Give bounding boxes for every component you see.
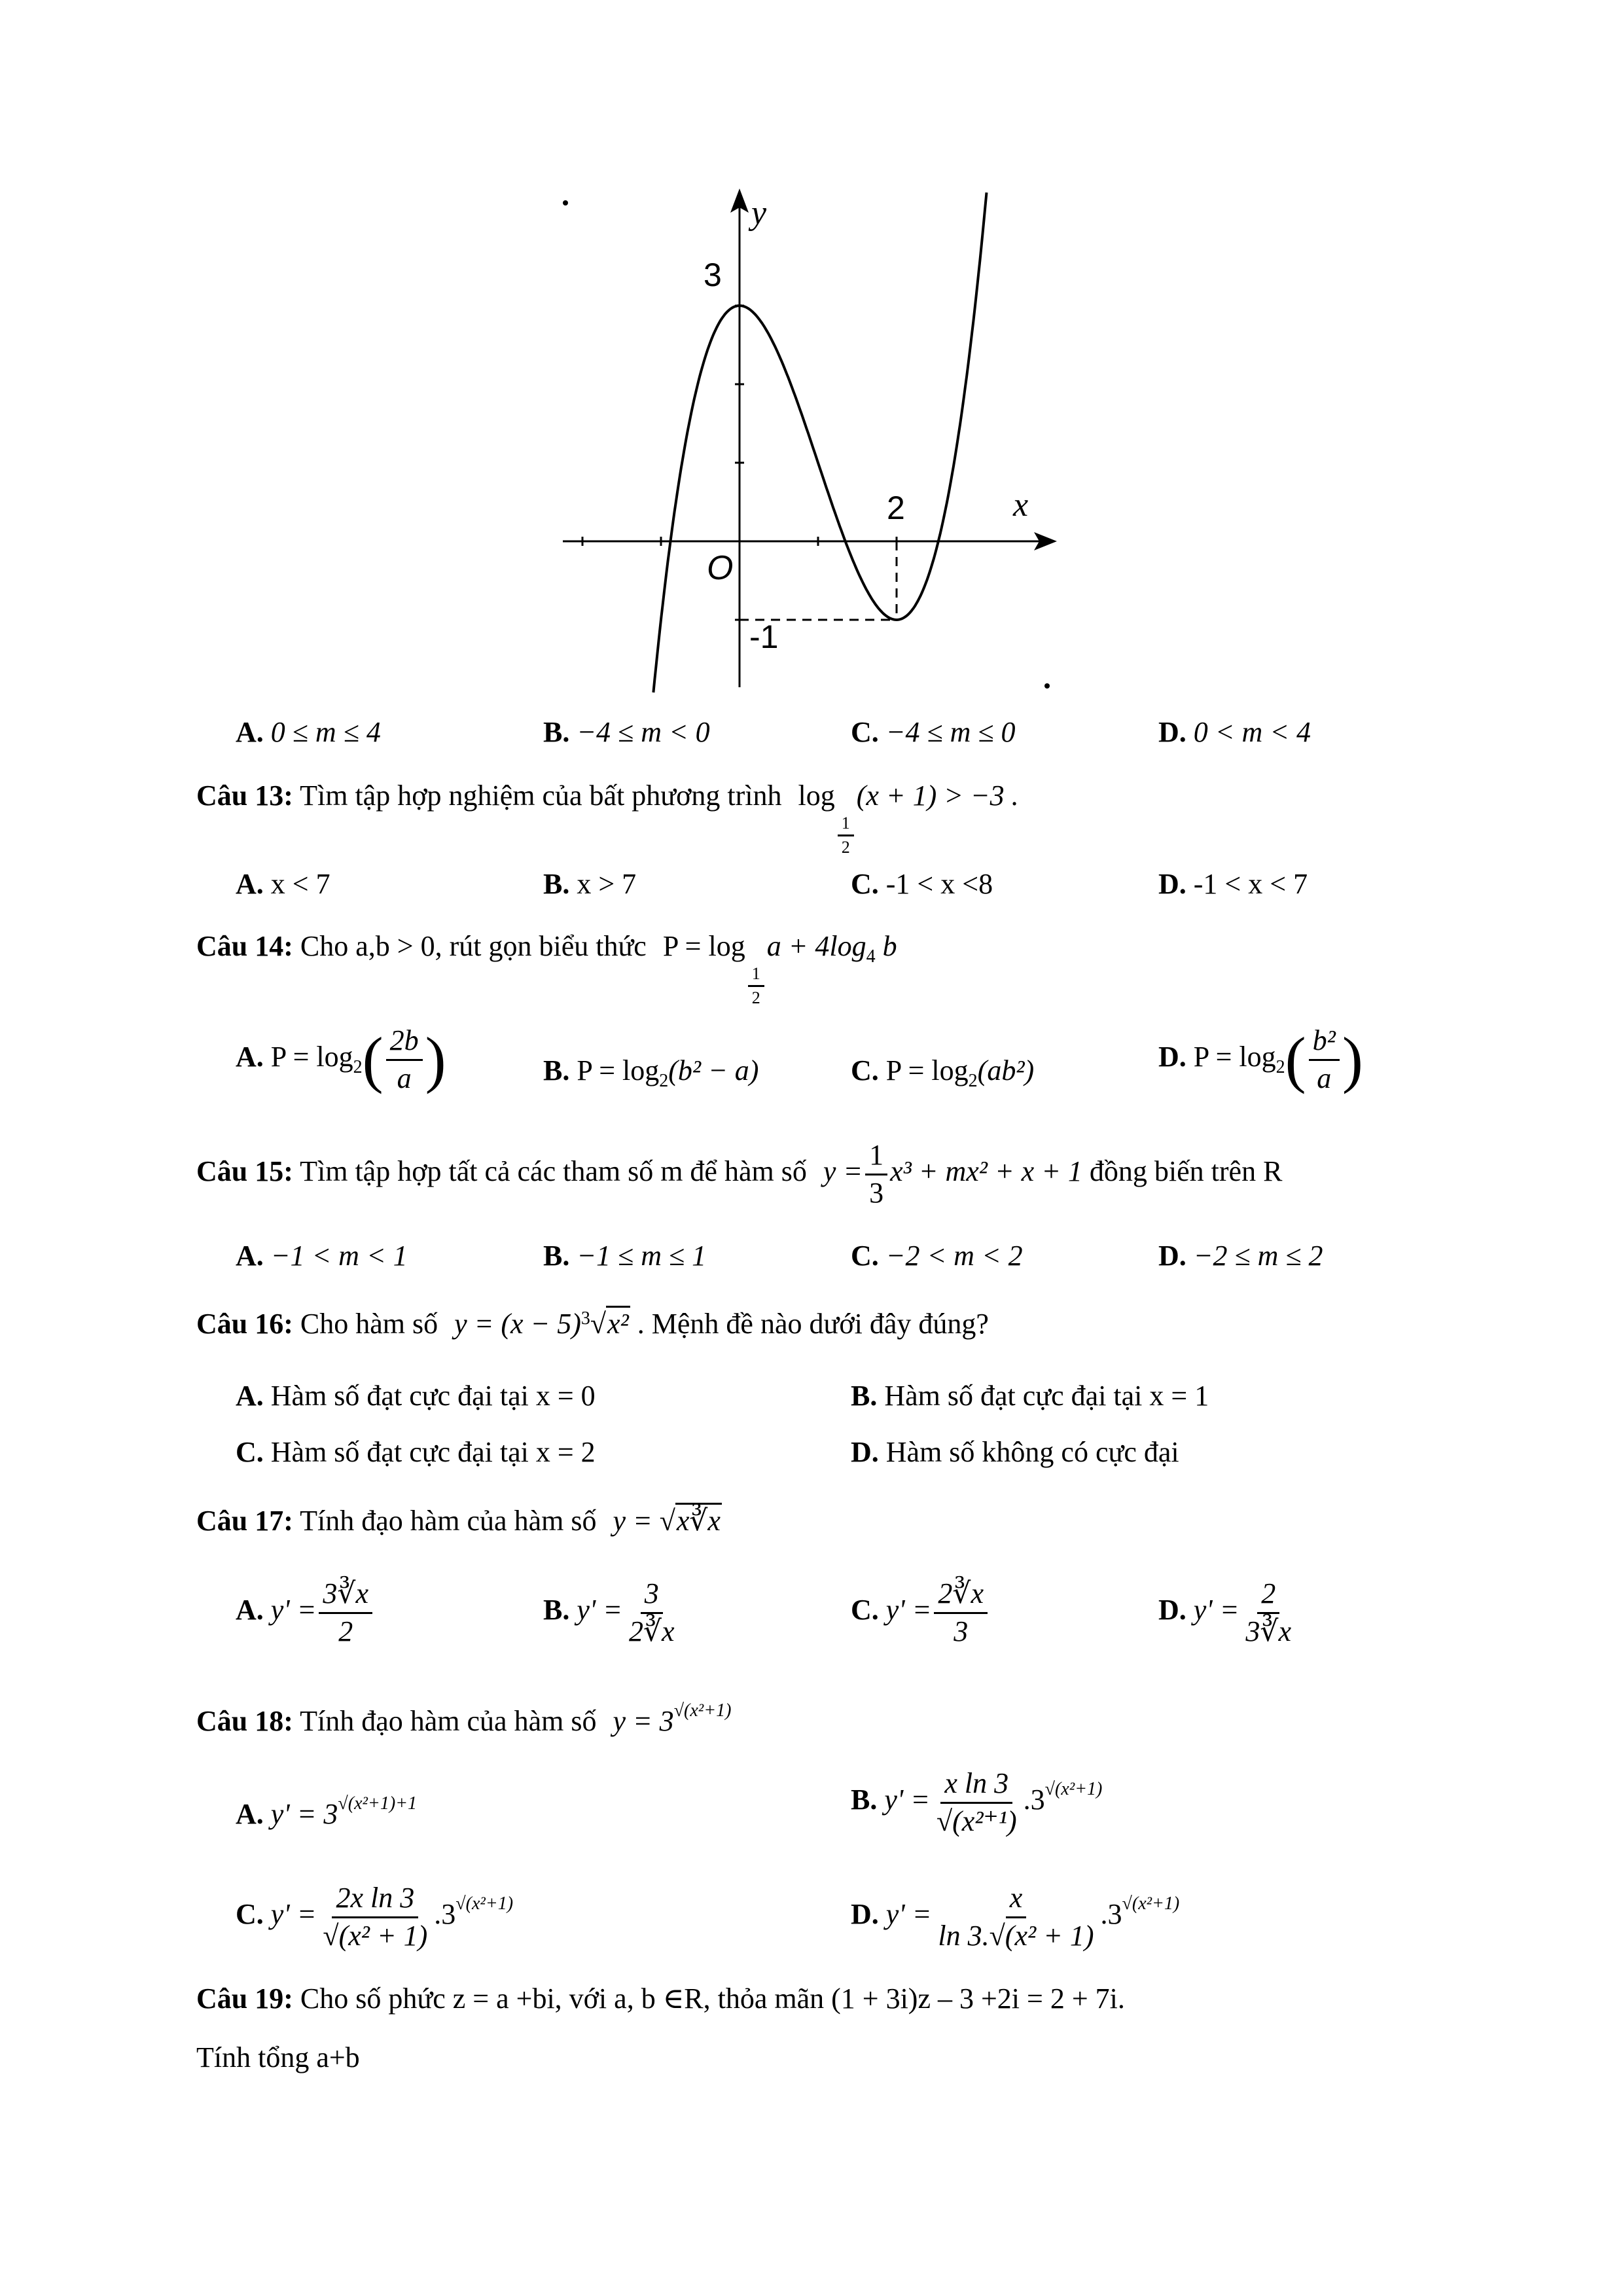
q17-prompt: Tính đạo hàm của hàm số bbox=[300, 1505, 597, 1537]
q15-answer-a[interactable] bbox=[236, 1239, 408, 1272]
q16-c-label: C. bbox=[236, 1436, 264, 1468]
q17-radical-sign: √ bbox=[659, 1505, 675, 1537]
q17-answer-c[interactable] bbox=[851, 1577, 990, 1648]
q18-b-num: x ln 3 bbox=[940, 1767, 1012, 1804]
q14-b-label: B. bbox=[543, 1054, 570, 1086]
q15-frac bbox=[865, 1139, 887, 1210]
q18-d-num: x bbox=[1006, 1882, 1027, 1918]
q14-d-num: b² bbox=[1309, 1024, 1340, 1061]
q13-base bbox=[838, 814, 854, 857]
q18-question bbox=[196, 1700, 731, 1738]
q14-b-pre: P = log bbox=[577, 1054, 660, 1086]
q18-a-label: A. bbox=[236, 1798, 264, 1830]
q15-prompt: Tìm tập hợp tất cả các tham số m để hàm số bbox=[300, 1155, 807, 1188]
q17-d-label: D. bbox=[1158, 1594, 1186, 1626]
q13-prompt: Tìm tập hợp nghiệm của bất phương trình bbox=[300, 780, 782, 812]
q14-a-frac bbox=[386, 1024, 423, 1095]
q17-c-pre: y' = bbox=[885, 1594, 932, 1626]
q18-expr: y = 3 bbox=[613, 1705, 674, 1737]
q13-arg: (x + 1) > −3 . bbox=[856, 780, 1019, 812]
q17-expr: y = bbox=[613, 1505, 652, 1537]
q17-d-pre: y' = bbox=[1193, 1594, 1240, 1626]
q15-answer-b[interactable] bbox=[543, 1239, 706, 1272]
q14-a-den: a bbox=[397, 1062, 412, 1094]
q18-prompt: Tính đạo hàm của hàm số bbox=[300, 1705, 597, 1737]
q14-prompt: Cho a,b > 0, rút gọn biểu thức bbox=[300, 930, 647, 962]
graph-x-label: x bbox=[1013, 486, 1029, 524]
q18-b-frac bbox=[933, 1767, 1021, 1838]
q14-a-lparen: ( bbox=[362, 1024, 383, 1095]
q15-c-text: −2 < m < 2 bbox=[885, 1240, 1023, 1272]
q18-exp: √(x²+1) bbox=[673, 1700, 732, 1721]
q12-b-label: B. bbox=[543, 716, 570, 748]
q12-a-label: A. bbox=[236, 716, 264, 748]
q13-base-num: 1 bbox=[838, 814, 854, 836]
q16-b-label: B. bbox=[851, 1380, 878, 1412]
q15-y-eq: y = bbox=[823, 1155, 863, 1188]
q14-a-label: A. bbox=[236, 1041, 264, 1073]
q14-answer-c[interactable] bbox=[851, 1054, 1034, 1092]
q13-answer-d[interactable] bbox=[1158, 867, 1308, 901]
q18-d-post: .3 bbox=[1100, 1898, 1122, 1931]
q19-question bbox=[196, 1982, 1125, 2015]
q16-a-text: Hàm số đạt cực đại tại x = 0 bbox=[270, 1380, 596, 1412]
q15-suffix: đồng biến trên R bbox=[1089, 1155, 1283, 1188]
q18-answer-d[interactable] bbox=[851, 1882, 1179, 1952]
q16-question bbox=[196, 1307, 989, 1340]
q16-answer-c[interactable] bbox=[236, 1435, 596, 1469]
q14-a-pre: P = log bbox=[270, 1041, 353, 1073]
q15-a-text: −1 < m < 1 bbox=[270, 1240, 408, 1272]
q14-c-label: C. bbox=[851, 1054, 879, 1086]
q18-b-exp: √(x²+1) bbox=[1044, 1779, 1103, 1800]
q18-c-post: .3 bbox=[434, 1898, 456, 1931]
q15-question bbox=[196, 1139, 1282, 1210]
q17-b-pre: y' = bbox=[577, 1594, 622, 1626]
q18-d-exp: √(x²+1) bbox=[1122, 1893, 1180, 1914]
q13-base-den: 2 bbox=[841, 837, 850, 857]
q18-c-pre: y' = bbox=[270, 1898, 317, 1931]
q17-a-den: 2 bbox=[338, 1615, 353, 1647]
q18-a-pre: y' = 3 bbox=[270, 1798, 338, 1830]
q18-c-label: C. bbox=[236, 1898, 264, 1931]
q14-answer-d[interactable] bbox=[1158, 1024, 1363, 1095]
q15-c-label: C. bbox=[851, 1240, 879, 1272]
q14-b-arg: (b² − a) bbox=[668, 1054, 759, 1086]
q15-answer-c[interactable] bbox=[851, 1239, 1023, 1272]
graph-y-label: y bbox=[751, 194, 767, 232]
q17-c-frac bbox=[934, 1577, 988, 1648]
q17-b-label: B. bbox=[543, 1594, 570, 1626]
q18-b-den: √(x²⁺¹) bbox=[936, 1804, 1017, 1837]
q17-answer-b[interactable] bbox=[543, 1577, 681, 1648]
q16-prompt: Cho hàm số bbox=[300, 1308, 438, 1340]
q14-base-num: 1 bbox=[748, 964, 764, 987]
q18-label: Câu 18: bbox=[196, 1705, 293, 1737]
q17-c-num: 2∛x bbox=[934, 1577, 988, 1614]
cubic-graph bbox=[550, 183, 1073, 694]
q17-a-frac bbox=[319, 1577, 372, 1648]
q17-b-den: 2∛x bbox=[629, 1615, 675, 1647]
q16-b-text: Hàm số đạt cực đại tại x = 1 bbox=[884, 1380, 1209, 1412]
q18-b-post: .3 bbox=[1023, 1784, 1045, 1816]
q16-answer-a[interactable] bbox=[236, 1379, 596, 1412]
q14-answer-b[interactable] bbox=[543, 1054, 758, 1092]
q14-question bbox=[196, 929, 897, 1008]
q16-root-index: 3 bbox=[580, 1308, 590, 1329]
q14-expr-end-sub: 4 bbox=[866, 946, 876, 967]
q17-d-frac bbox=[1241, 1577, 1295, 1648]
q16-answer-d[interactable] bbox=[851, 1435, 1179, 1469]
q17-root-arg: x∛x bbox=[675, 1503, 722, 1537]
q13-label: Câu 13: bbox=[196, 780, 293, 812]
q14-d-pre: P = log bbox=[1193, 1041, 1276, 1073]
q13-b-text: x > 7 bbox=[577, 868, 637, 900]
q15-a-label: A. bbox=[236, 1240, 264, 1272]
q14-d-rparen: ) bbox=[1342, 1024, 1363, 1095]
q14-answer-a[interactable] bbox=[236, 1024, 446, 1095]
q18-b-label: B. bbox=[851, 1784, 878, 1816]
q15-b-label: B. bbox=[543, 1240, 570, 1272]
q18-answer-c[interactable] bbox=[236, 1882, 513, 1952]
q17-c-label: C. bbox=[851, 1594, 879, 1626]
q13-d-label: D. bbox=[1158, 868, 1186, 900]
q17-c-den: 3 bbox=[954, 1615, 969, 1647]
q18-d-label: D. bbox=[851, 1898, 879, 1931]
q15-label: Câu 15: bbox=[196, 1155, 293, 1188]
q18-c-exp: √(x²+1) bbox=[455, 1893, 514, 1914]
q14-c-sub: 2 bbox=[968, 1071, 978, 1091]
q16-radical-sign: √ bbox=[590, 1308, 607, 1340]
q18-d-pre: y' = bbox=[885, 1898, 932, 1931]
q12-d-text: 0 < m < 4 bbox=[1193, 716, 1311, 748]
q17-answer-d[interactable] bbox=[1158, 1577, 1298, 1648]
q16-answer-b[interactable] bbox=[851, 1379, 1209, 1412]
q17-b-num: 3 bbox=[641, 1577, 663, 1614]
q14-base bbox=[748, 964, 764, 1008]
q17-b-frac bbox=[625, 1577, 679, 1648]
q14-expression bbox=[662, 930, 897, 1007]
q15-frac-num: 1 bbox=[865, 1139, 887, 1175]
q16-root-arg: x² bbox=[606, 1306, 630, 1340]
q14-b-sub: 2 bbox=[659, 1071, 669, 1091]
q12-d-label: D. bbox=[1158, 716, 1186, 748]
q19-label: Câu 19: bbox=[196, 1982, 293, 2015]
q12-answer-c[interactable] bbox=[851, 715, 1016, 749]
q14-base-den: 2 bbox=[751, 988, 760, 1007]
q18-a-exp: √(x²+1)+1 bbox=[338, 1793, 418, 1814]
q14-c-arg: (ab²) bbox=[977, 1054, 1035, 1086]
q17-question bbox=[196, 1504, 722, 1537]
graph-origin-label: O bbox=[707, 549, 734, 587]
q16-expr: y = (x − 5) bbox=[454, 1308, 581, 1340]
q14-label: Câu 14: bbox=[196, 930, 293, 962]
q13-expression bbox=[798, 780, 1019, 857]
q14-d-label: D. bbox=[1158, 1041, 1186, 1073]
graph-label-neg1: -1 bbox=[749, 619, 779, 655]
q15-frac-den: 3 bbox=[869, 1176, 884, 1209]
q14-expr-end: a + 4log bbox=[766, 930, 866, 962]
q13-c-text: -1 < x <8 bbox=[885, 868, 993, 900]
q13-question bbox=[196, 779, 1019, 857]
q13-answer-c[interactable] bbox=[851, 867, 993, 901]
q18-answer-a[interactable] bbox=[236, 1793, 417, 1831]
q13-c-label: C. bbox=[851, 868, 879, 900]
q12-answer-b[interactable] bbox=[543, 715, 710, 749]
q12-c-label: C. bbox=[851, 716, 879, 748]
graph-dot-top bbox=[563, 200, 568, 206]
q12-b-text: −4 ≤ m < 0 bbox=[577, 716, 710, 748]
q12-a-text: 0 ≤ m ≤ 4 bbox=[270, 716, 381, 748]
q15-d-text: −2 ≤ m ≤ 2 bbox=[1193, 1240, 1323, 1272]
q15-d-label: D. bbox=[1158, 1240, 1186, 1272]
q17-a-pre: y' = bbox=[270, 1594, 317, 1626]
q18-answer-b[interactable] bbox=[851, 1767, 1102, 1838]
q17-a-num: 3∛x bbox=[319, 1577, 372, 1614]
q18-c-num: 2x ln 3 bbox=[332, 1882, 418, 1918]
q14-a-rparen: ) bbox=[425, 1024, 446, 1095]
q17-answer-a[interactable] bbox=[236, 1577, 375, 1648]
q14-expr-start: P = log bbox=[662, 930, 745, 962]
q18-c-frac bbox=[319, 1882, 431, 1952]
q14-d-frac bbox=[1309, 1024, 1340, 1095]
graph-label-3: 3 bbox=[704, 257, 722, 293]
q18-d-den: ln 3.√(x² + 1) bbox=[938, 1919, 1094, 1952]
q13-answer-b[interactable] bbox=[543, 867, 636, 901]
q14-d-sub: 2 bbox=[1275, 1057, 1285, 1078]
q14-a-num: 2b bbox=[386, 1024, 423, 1061]
q16-d-label: D. bbox=[851, 1436, 879, 1468]
q17-a-label: A. bbox=[236, 1594, 264, 1626]
graph-label-2: 2 bbox=[887, 490, 905, 526]
q16-suffix: . Mệnh đề nào dưới đây đúng? bbox=[637, 1308, 989, 1340]
q13-d-text: -1 < x < 7 bbox=[1193, 868, 1308, 900]
q15-expr: x³ + mx² + x + 1 bbox=[890, 1155, 1082, 1188]
q17-d-den: 3∛x bbox=[1245, 1615, 1291, 1647]
q18-c-den: √(x² + 1) bbox=[323, 1919, 428, 1952]
q19-prompt: Cho số phức z = a +bi, với a, b ∈R, thỏa mãn (1 + 3i)z – 3 +2i = 2 + 7i. bbox=[300, 1982, 1125, 2015]
q12-answer-a[interactable] bbox=[236, 715, 381, 749]
q19-line2: Tính tổng a+b bbox=[196, 2041, 360, 2073]
q15-b-text: −1 ≤ m ≤ 1 bbox=[577, 1240, 707, 1272]
q17-label: Câu 17: bbox=[196, 1505, 293, 1537]
q16-d-text: Hàm số không có cực đại bbox=[885, 1436, 1179, 1468]
graph-dot-bottom bbox=[1044, 683, 1050, 689]
q15-answer-d[interactable] bbox=[1158, 1239, 1323, 1272]
q14-d-den: a bbox=[1317, 1062, 1332, 1094]
q13-b-label: B. bbox=[543, 868, 570, 900]
q14-a-sub: 2 bbox=[353, 1057, 363, 1078]
q12-c-text: −4 ≤ m ≤ 0 bbox=[885, 716, 1016, 748]
q18-d-frac bbox=[934, 1882, 1097, 1952]
q13-a-label: A. bbox=[236, 868, 264, 900]
q17-d-num: 2 bbox=[1257, 1577, 1279, 1614]
q16-c-text: Hàm số đạt cực đại tại x = 2 bbox=[270, 1436, 596, 1468]
q12-answer-d[interactable] bbox=[1158, 715, 1311, 749]
q16-label: Câu 16: bbox=[196, 1308, 293, 1340]
q18-b-pre: y' = bbox=[884, 1784, 930, 1816]
q14-expr-end-var: b bbox=[882, 930, 897, 962]
q16-a-label: A. bbox=[236, 1380, 264, 1412]
q14-d-lparen: ( bbox=[1285, 1024, 1306, 1095]
q13-answer-a[interactable] bbox=[236, 867, 330, 901]
q13-a-text: x < 7 bbox=[270, 868, 330, 900]
q13-log: log bbox=[798, 780, 835, 812]
q14-c-pre: P = log bbox=[885, 1054, 969, 1086]
